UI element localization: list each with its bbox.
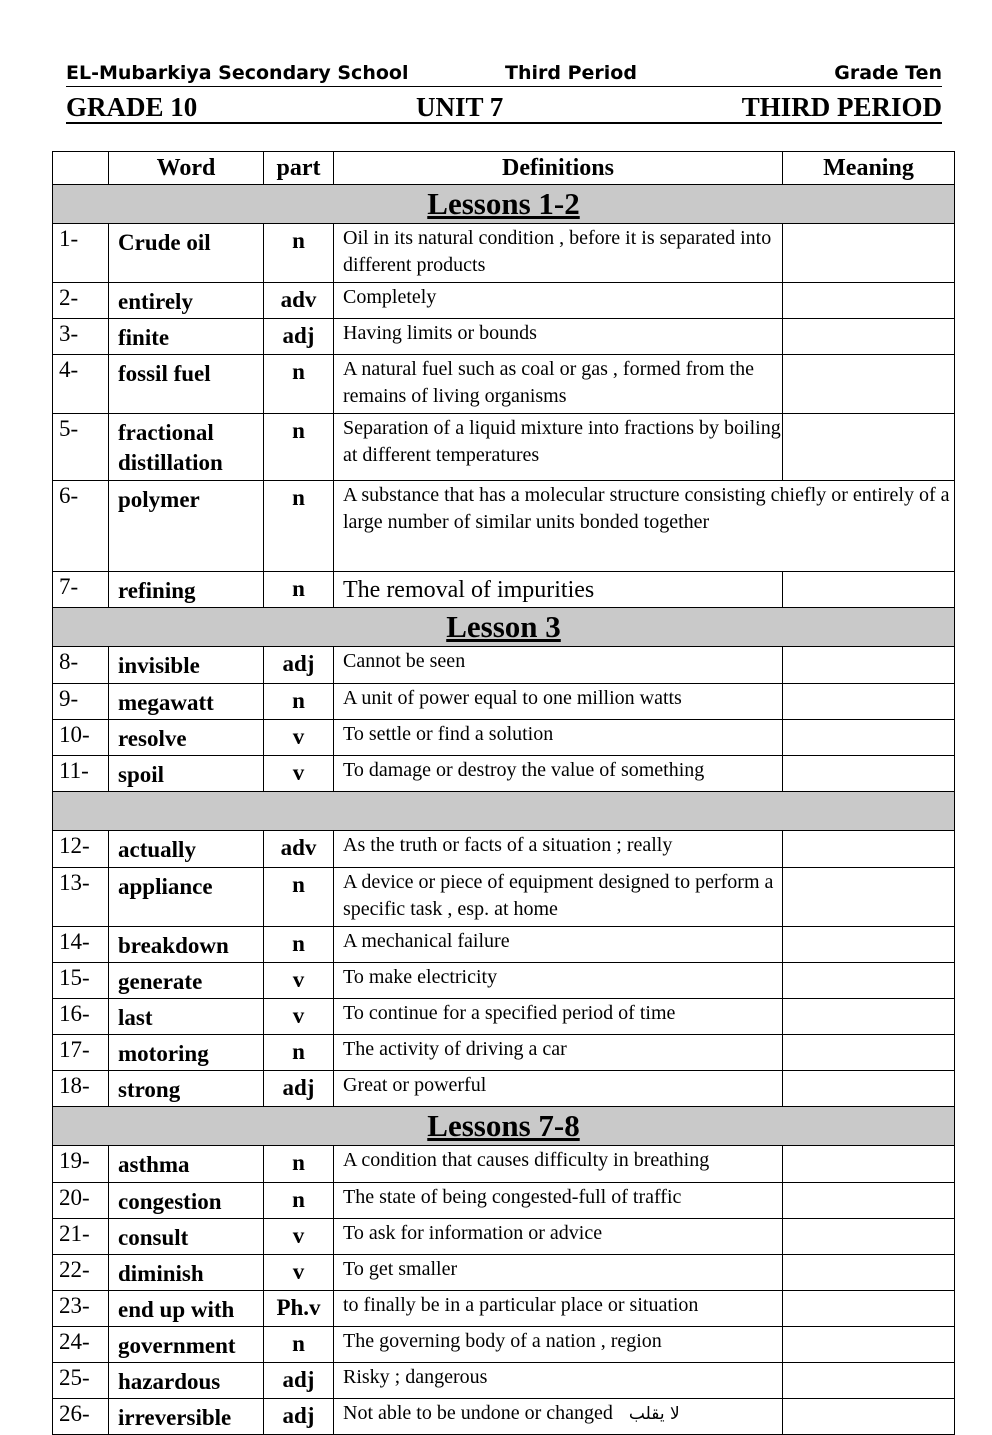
definition-cell xyxy=(334,1146,783,1183)
definition: Completely xyxy=(343,286,437,308)
col-definitions: Definitions xyxy=(334,152,783,185)
vocab-word: congestion xyxy=(109,1183,264,1219)
section-title: Lesson 3 xyxy=(446,609,561,644)
definition: The activity of driving a car xyxy=(343,1038,567,1060)
meaning-cell xyxy=(783,720,955,756)
meaning-cell xyxy=(783,756,955,792)
table-row xyxy=(53,927,955,963)
definition: As the truth or facts of a situation ; really xyxy=(343,834,673,856)
row-number: 12- xyxy=(53,831,109,868)
vocab-word: diminish xyxy=(109,1255,264,1291)
definition-cell xyxy=(334,927,783,963)
vocab-word: finite xyxy=(109,319,264,355)
definition: Having limits or bounds xyxy=(343,322,537,344)
vocab-word: megawatt xyxy=(109,684,264,720)
meaning-cell xyxy=(783,927,955,963)
definition: The governing body of a nation , region xyxy=(343,1330,662,1352)
row-number: 1- xyxy=(53,224,109,283)
definition-cell xyxy=(334,647,783,684)
table-row xyxy=(53,720,955,756)
vocab-word: appliance xyxy=(109,868,264,927)
meaning-cell xyxy=(783,224,955,283)
definition: To make electricity xyxy=(343,966,498,988)
part-of-speech: adv xyxy=(264,283,334,319)
grade-label: Grade Ten xyxy=(834,62,942,84)
definition: Separation of a liquid mixture into fractions by boiling at different temperatures xyxy=(343,417,781,466)
col-number xyxy=(53,152,109,185)
part-of-speech: adj xyxy=(264,1071,334,1107)
definition-cell xyxy=(334,283,783,319)
row-number: 18- xyxy=(53,1071,109,1107)
definition: Risky ; dangerous xyxy=(343,1366,488,1388)
row-number: 22- xyxy=(53,1255,109,1291)
part-of-speech: n xyxy=(264,414,334,481)
table-row xyxy=(53,572,955,608)
part-of-speech: n xyxy=(264,481,334,572)
section-header xyxy=(53,792,955,831)
definition-cell xyxy=(334,1071,783,1107)
table-row xyxy=(53,1363,955,1399)
meaning-cell xyxy=(783,1071,955,1107)
definition-cell xyxy=(334,720,783,756)
part-of-speech: adj xyxy=(264,1399,334,1435)
row-number: 24- xyxy=(53,1327,109,1363)
definition: A condition that causes difficulty in breathing xyxy=(343,1149,710,1171)
row-number: 13- xyxy=(53,868,109,927)
meaning-cell xyxy=(783,1219,955,1255)
definition: To settle or find a solution xyxy=(343,723,554,745)
vocab-word: Crude oil xyxy=(109,224,264,283)
definition-cell xyxy=(334,831,783,868)
definition: To get smaller xyxy=(343,1258,458,1280)
col-meaning: Meaning xyxy=(783,152,955,185)
section-header xyxy=(53,608,955,647)
table-row xyxy=(53,1183,955,1219)
vocab-word: generate xyxy=(109,963,264,999)
meaning-cell xyxy=(783,1363,955,1399)
table-row xyxy=(53,684,955,720)
section-header xyxy=(53,1107,955,1146)
definition-cell xyxy=(334,319,783,355)
row-number: 6- xyxy=(53,481,109,572)
part-of-speech: n xyxy=(264,224,334,283)
vocab-word: strong xyxy=(109,1071,264,1107)
row-number: 16- xyxy=(53,999,109,1035)
vocab-word: hazardous xyxy=(109,1363,264,1399)
row-number: 21- xyxy=(53,1219,109,1255)
definition: A unit of power equal to one million watts xyxy=(343,687,682,709)
table-row xyxy=(53,224,955,283)
definition: To ask for information or advice xyxy=(343,1222,603,1244)
table-row xyxy=(53,283,955,319)
definition-cell xyxy=(334,1035,783,1071)
definition: The removal of impurities xyxy=(343,577,595,603)
definition-cell xyxy=(334,684,783,720)
part-of-speech: n xyxy=(264,1146,334,1183)
meaning-cell xyxy=(783,283,955,319)
definition-cell xyxy=(334,1291,783,1327)
table-row xyxy=(53,1399,955,1435)
col-part: part xyxy=(264,152,334,185)
meaning-cell xyxy=(783,1327,955,1363)
definition: to finally be in a particular place or situation xyxy=(343,1294,699,1316)
part-of-speech: n xyxy=(264,1327,334,1363)
meaning-cell xyxy=(783,868,955,927)
vocab-word: actually xyxy=(109,831,264,868)
table-row xyxy=(53,963,955,999)
row-number: 5- xyxy=(53,414,109,481)
meaning-cell xyxy=(783,1255,955,1291)
definition-cell xyxy=(334,1219,783,1255)
meaning-cell xyxy=(783,355,955,414)
part-of-speech: n xyxy=(264,1183,334,1219)
row-number: 4- xyxy=(53,355,109,414)
part-of-speech: v xyxy=(264,756,334,792)
meaning-cell xyxy=(783,647,955,684)
row-number: 7- xyxy=(53,572,109,608)
row-number: 26- xyxy=(53,1399,109,1435)
vocab-word: motoring xyxy=(109,1035,264,1071)
table-row xyxy=(53,831,955,868)
row-number: 3- xyxy=(53,319,109,355)
part-of-speech: adj xyxy=(264,1363,334,1399)
table-row xyxy=(53,756,955,792)
table-row xyxy=(53,414,955,481)
meaning-cell xyxy=(783,414,955,481)
definition-cell xyxy=(334,1399,783,1435)
title-grade: GRADE 10 xyxy=(66,92,198,122)
vocab-word: resolve xyxy=(109,720,264,756)
meaning-cell xyxy=(783,963,955,999)
row-number: 2- xyxy=(53,283,109,319)
row-number: 25- xyxy=(53,1363,109,1399)
vocab-word: government xyxy=(109,1327,264,1363)
table-row xyxy=(53,1327,955,1363)
meaning-cell xyxy=(783,1035,955,1071)
part-of-speech: adj xyxy=(264,319,334,355)
definition-cell xyxy=(334,999,783,1035)
vocab-word: spoil xyxy=(109,756,264,792)
part-of-speech: v xyxy=(264,1219,334,1255)
part-of-speech: adj xyxy=(264,647,334,684)
vocab-word: irreversible xyxy=(109,1399,264,1435)
definition: The state of being congested-full of traffic xyxy=(343,1186,682,1208)
table-row xyxy=(53,1146,955,1183)
vocab-word: asthma xyxy=(109,1146,264,1183)
row-number: 15- xyxy=(53,963,109,999)
meaning-cell xyxy=(783,831,955,868)
part-of-speech: n xyxy=(264,355,334,414)
section-title: Lessons 7-8 xyxy=(427,1108,580,1143)
arabic-note: لا يقلب xyxy=(628,1404,680,1424)
meaning-cell xyxy=(783,319,955,355)
definition: Great or powerful xyxy=(343,1074,487,1096)
school-header xyxy=(66,60,942,87)
table-row xyxy=(53,647,955,684)
row-number: 23- xyxy=(53,1291,109,1327)
definition: To continue for a specified period of time xyxy=(343,1002,676,1024)
part-of-speech: n xyxy=(264,684,334,720)
definition: A mechanical failure xyxy=(343,930,510,952)
vocab-word: fossil fuel xyxy=(109,355,264,414)
row-number: 20- xyxy=(53,1183,109,1219)
table-row xyxy=(53,1291,955,1327)
part-of-speech: v xyxy=(264,963,334,999)
col-word: Word xyxy=(109,152,264,185)
table-row xyxy=(53,481,955,572)
definition-cell xyxy=(334,1183,783,1219)
vocab-word: entirely xyxy=(109,283,264,319)
definition-cell xyxy=(334,224,783,283)
part-of-speech: v xyxy=(264,1255,334,1291)
definition: A device or piece of equipment designed to perform a specific task , esp. at home xyxy=(343,871,774,920)
vocab-word: polymer xyxy=(109,481,264,572)
row-number: 17- xyxy=(53,1035,109,1071)
table-row xyxy=(53,319,955,355)
part-of-speech: n xyxy=(264,572,334,608)
meaning-cell xyxy=(783,1183,955,1219)
row-number: 10- xyxy=(53,720,109,756)
part-of-speech: Ph.v xyxy=(264,1291,334,1327)
definition-cell xyxy=(334,1327,783,1363)
part-of-speech: adv xyxy=(264,831,334,868)
meaning-cell xyxy=(783,999,955,1035)
definition: Cannot be seen xyxy=(343,650,466,672)
title-header xyxy=(66,90,942,124)
part-of-speech: n xyxy=(264,1035,334,1071)
table-row xyxy=(53,868,955,927)
meaning-cell xyxy=(783,1399,955,1435)
vocab-word: breakdown xyxy=(109,927,264,963)
vocab-word: refining xyxy=(109,572,264,608)
definition-cell xyxy=(334,868,783,927)
meaning-cell xyxy=(783,1291,955,1327)
section-title: Lessons 1-2 xyxy=(427,186,580,221)
definition-cell xyxy=(334,1255,783,1291)
definition-cell xyxy=(334,1363,783,1399)
table-row xyxy=(53,355,955,414)
period-label: Third Period xyxy=(505,62,637,84)
vocab-word: fractional distillation xyxy=(109,414,264,481)
row-number: 9- xyxy=(53,684,109,720)
section-header xyxy=(53,185,955,224)
meaning-cell xyxy=(783,684,955,720)
definition-cell xyxy=(334,414,783,481)
definition-cell xyxy=(334,963,783,999)
meaning-cell xyxy=(783,572,955,608)
vocab-word: last xyxy=(109,999,264,1035)
part-of-speech: n xyxy=(264,868,334,927)
vocab-word: end up with xyxy=(109,1291,264,1327)
vocabulary-table xyxy=(52,151,955,1435)
row-number: 11- xyxy=(53,756,109,792)
definition-cell xyxy=(334,572,783,608)
definition: Not able to be undone or changed xyxy=(343,1402,613,1424)
table-row xyxy=(53,1219,955,1255)
definition: A substance that has a molecular structure consisting chiefly or entirely of a large number of similar units bonded together xyxy=(334,481,955,572)
part-of-speech: n xyxy=(264,927,334,963)
table-header-row xyxy=(53,152,955,185)
vocab-word: consult xyxy=(109,1219,264,1255)
title-unit: UNIT 7 xyxy=(416,92,504,122)
table-row xyxy=(53,1071,955,1107)
definition: Oil in its natural condition , before it is separated into different products xyxy=(343,227,772,276)
table-row xyxy=(53,999,955,1035)
definition: A natural fuel such as coal or gas , formed from the remains of living organisms xyxy=(343,358,754,407)
title-period: THIRD PERIOD xyxy=(741,92,942,122)
definition: To damage or destroy the value of something xyxy=(343,759,705,781)
table-row xyxy=(53,1255,955,1291)
row-number: 8- xyxy=(53,647,109,684)
part-of-speech: v xyxy=(264,999,334,1035)
school-name: EL-Mubarkiya Secondary School xyxy=(66,62,409,84)
table-row xyxy=(53,1035,955,1071)
part-of-speech: v xyxy=(264,720,334,756)
definition-cell xyxy=(334,355,783,414)
meaning-cell xyxy=(783,1146,955,1183)
row-number: 19- xyxy=(53,1146,109,1183)
row-number: 14- xyxy=(53,927,109,963)
vocab-word: invisible xyxy=(109,647,264,684)
definition-cell xyxy=(334,756,783,792)
